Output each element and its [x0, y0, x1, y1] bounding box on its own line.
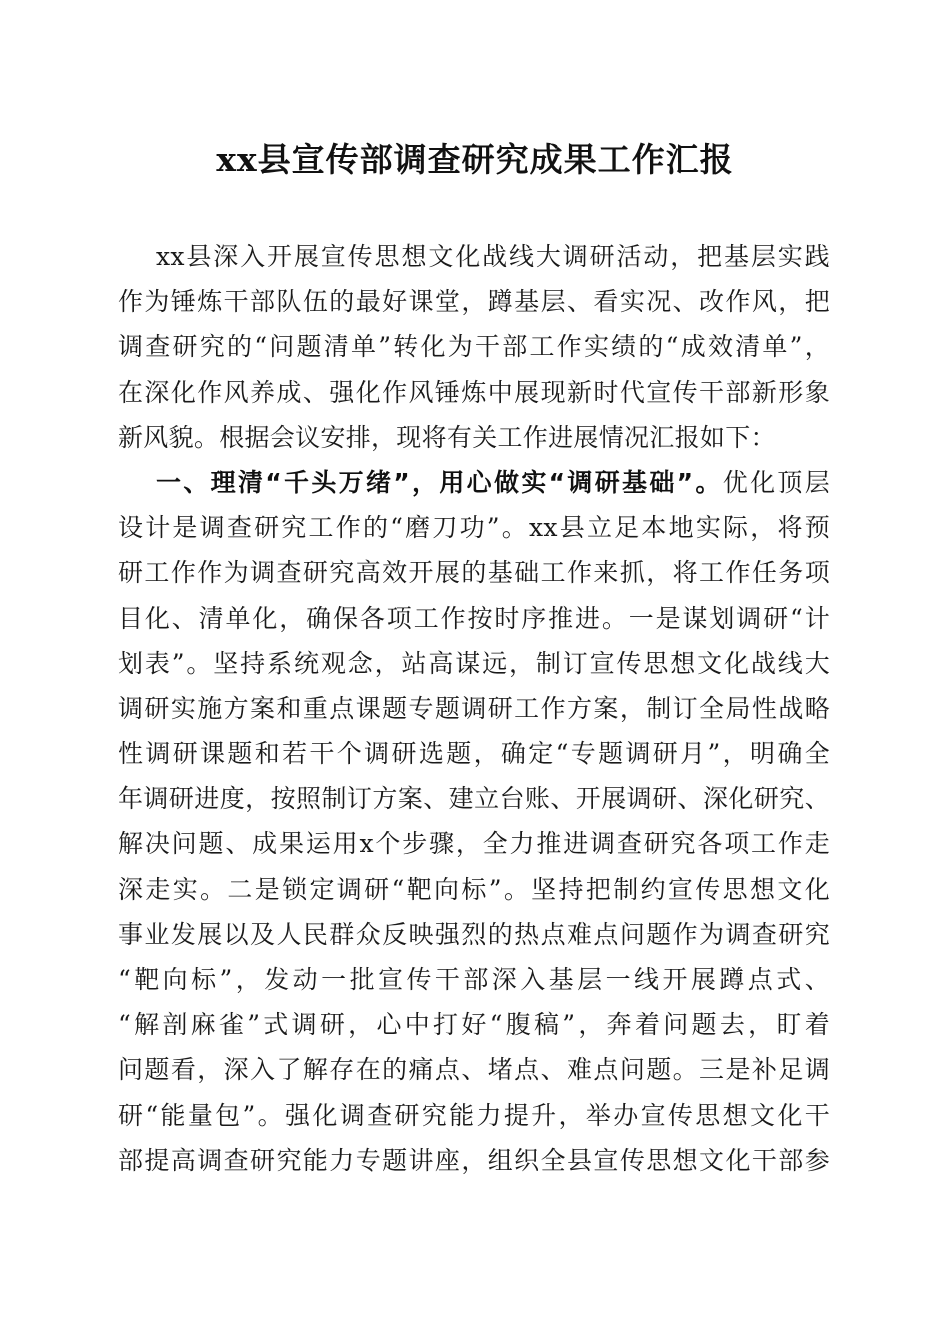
- paragraph-line: 研“能量包”。强化调查研究能力提升，举办宣传思想文化干: [118, 1100, 830, 1130]
- paragraph-line: 深走实。二是锁定调研“靶向标”。坚持把制约宣传思想文化: [118, 874, 830, 904]
- paragraph-line: 设计是调查研究工作的“磨刀功”。xx县立足本地实际，将预: [118, 513, 830, 543]
- paragraph-line: 解决问题、成果运用x个步骤，全力推进调查研究各项工作走: [118, 829, 830, 859]
- section-heading-continuation: 优化顶层: [722, 467, 831, 497]
- paragraph-line: 部提高调查研究能力专题讲座，组织全县宣传思想文化干部参: [118, 1145, 830, 1175]
- paragraph-line: 调查研究的“问题清单”转化为干部工作实绩的“成效清单”，: [118, 332, 830, 362]
- paragraph-line: 事业发展以及人民群众反映强烈的热点难点问题作为调查研究: [118, 919, 830, 949]
- section-heading-line: [118, 460, 830, 505]
- document-body: [118, 234, 830, 1183]
- paragraph-line: 调研实施方案和重点课题专题调研工作方案，制订全局性战略: [118, 693, 830, 723]
- paragraph-line: 在深化作风养成、强化作风锤炼中展现新时代宣传干部新形象: [118, 377, 830, 407]
- paragraph-line: 问题看，深入了解存在的痛点、堵点、难点问题。三是补足调: [118, 1055, 830, 1085]
- paragraph-line: 研工作作为调查研究高效开展的基础工作来抓，将工作任务项: [118, 558, 830, 588]
- paragraph-line: 目化、清单化，确保各项工作按时序推进。一是谋划调研“计: [118, 603, 830, 633]
- document-title: xx县宣传部调查研究成果工作汇报: [216, 140, 734, 179]
- paragraph-line: 新风貌。根据会议安排，现将有关工作进展情况汇报如下：: [118, 422, 776, 452]
- paragraph-line: “靶向标”，发动一批宣传干部深入基层一线开展蹲点式、: [118, 965, 830, 994]
- paragraph-line: “解剖麻雀”式调研，心中打好“腹稿”，奔着问题去，盯着: [118, 1010, 830, 1040]
- section-heading: 一、理清“千头万绪”，用心做实“调研基础”。: [156, 467, 723, 497]
- paragraph-line: 性调研课题和若干个调研选题，确定“专题调研月”，明确全: [118, 739, 830, 769]
- paragraph-line: xx县深入开展宣传思想文化战线大调研活动，把基层实践: [156, 242, 830, 271]
- paragraph-line: 划表”。坚持系统观念，站高谋远，制订宣传思想文化战线大: [118, 648, 830, 678]
- paragraph-line: 作为锤炼干部队伍的最好课堂，蹲基层、看实况、改作风，把: [118, 287, 830, 317]
- paragraph-line: 年调研进度，按照制订方案、建立台账、开展调研、深化研究、: [118, 784, 830, 814]
